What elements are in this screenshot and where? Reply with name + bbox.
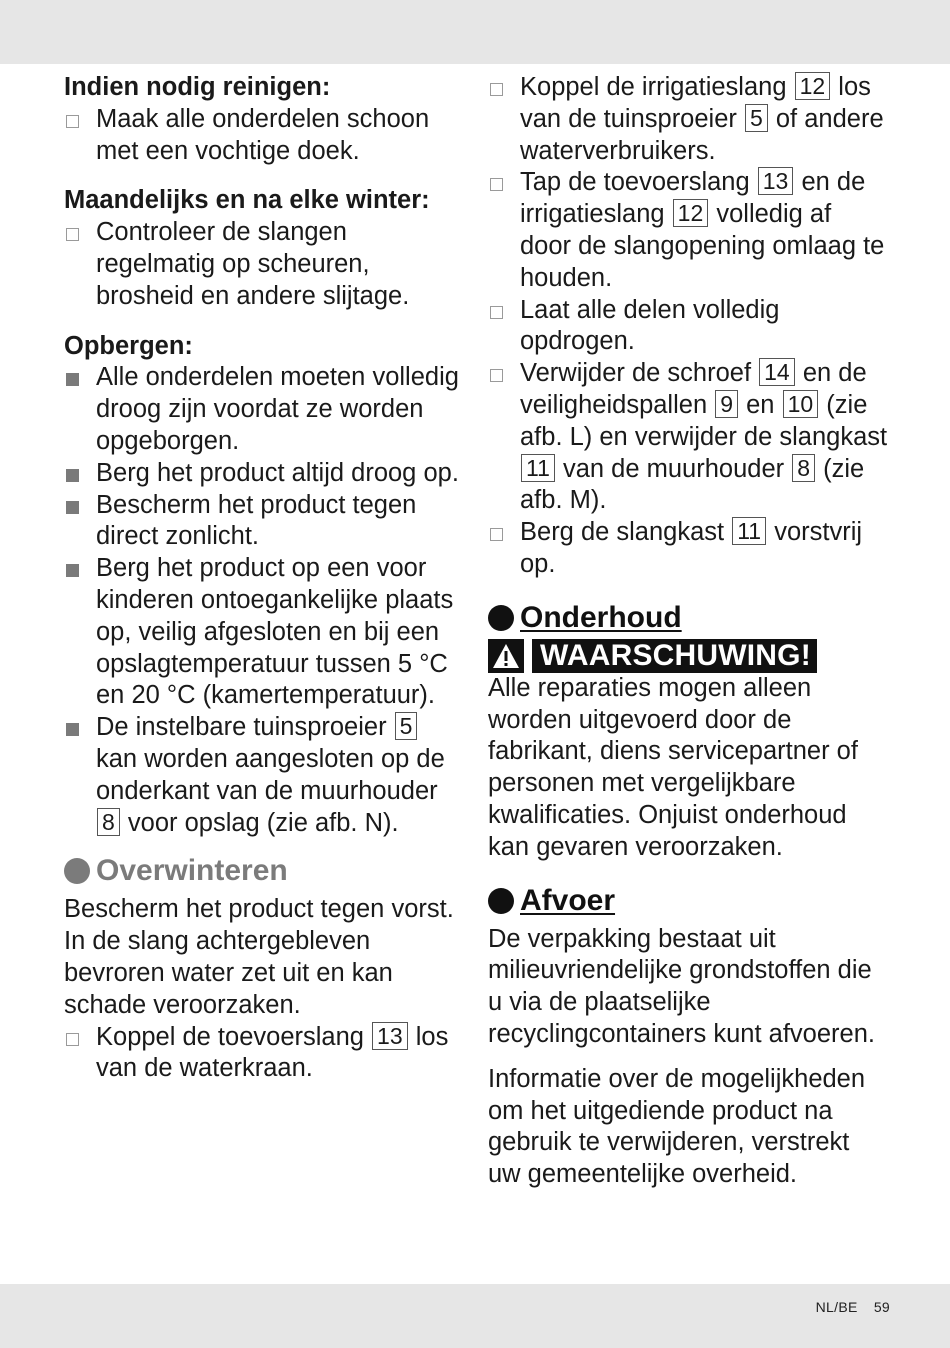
footer-locale: NL/BE [815,1299,858,1315]
checkbox-bullet-icon [490,83,503,96]
list-item-text: Controleer de slangen regelmatig op scheuren, brosheid en andere slijtage. [96,218,410,310]
list-item-text: van de muurhouder [562,454,785,483]
list-item-text: of andere waterverbruikers. [520,104,884,165]
list-item [64,553,464,712]
list-item [488,167,888,294]
section-dot-icon [488,888,514,914]
list-item-text: Maak alle onderdelen schoon met een vochtige doek. [96,104,430,165]
list-item [64,362,464,457]
list-item [488,517,888,581]
list-item-text: Berg de slangkast [520,518,725,547]
list-item-text: Verwijder de schroef [520,359,752,388]
square-bullet-icon [66,373,79,386]
list-item-text: voor opslag (zie afb. N). [127,808,399,837]
storage-heading: Opbergen: [64,331,193,360]
part-reference: 10 [783,390,819,418]
bottom-band [0,1284,950,1348]
checkbox-bullet-icon [66,115,79,128]
section-title-text: Afvoer [520,883,616,917]
list-item-text: Koppel de toevoerslang [96,1022,364,1051]
part-reference: 13 [758,167,794,195]
list-item-text: en de veiligheidspallen [520,359,867,419]
list-item-text: Berg het product op een voor kinderen ontoegankelijke plaats op, veilig afgesloten en bij een opslagtemperatuur tussen 5 °C en 20 °C (kamertemperatuur). [96,554,454,710]
page-number: 59 [873,1299,890,1315]
list-item-text: en de irrigatieslang [520,168,866,229]
list-item-text: vorstvrij op. [520,518,863,578]
square-bullet-icon [66,564,79,577]
winter-section-title [64,852,464,890]
warning-label: WAARSCHUWING! [532,639,817,673]
list-item-text: Tap de toevoerslang [520,168,750,197]
part-reference: 14 [759,358,795,386]
list-item-text: los van de waterkraan. [96,1022,449,1083]
part-reference: 11 [732,517,766,545]
left-column [64,72,464,1085]
part-reference: 9 [715,390,738,418]
list-item [64,458,464,490]
list-item [64,712,464,839]
right-column [488,72,888,1191]
checkbox-bullet-icon [490,178,503,191]
list-item [64,1022,464,1086]
list-item-text: Berg het product altijd droog op. [96,458,459,487]
top-band [0,0,950,64]
part-reference: 13 [372,1022,408,1050]
warning-triangle-icon [488,639,524,673]
part-reference: 8 [792,454,815,482]
list-item-text: Bescherm het product tegen direct zonlicht. [96,490,417,551]
list-item-text: Koppel de irrigatieslang [520,73,787,101]
square-bullet-icon [66,723,79,736]
list-item-text: (zie afb. M). [520,454,865,515]
part-reference: 12 [673,199,709,227]
list-item-text: De instelbare tuinsproeier [96,713,387,742]
checkbox-bullet-icon [66,228,79,241]
list-item [488,295,888,359]
list-item [64,217,464,312]
part-reference: 11 [521,454,555,482]
maintenance-section-title [488,599,888,637]
part-reference: 5 [745,104,768,132]
clean-heading: Indien nodig reinigen: [64,73,331,101]
section-dot-icon [488,605,514,631]
part-reference: 5 [395,712,418,740]
checkbox-bullet-icon [66,1033,79,1046]
maintenance-text: Alle reparaties mogen alleen worden uitgevoerd door de fabrikant, diens servicepartner of personen met vergelijkbare kwalificaties. Onjuist onderhoud kan gevaren veroorzaken. [488,673,858,861]
winter-text: Bescherm het product tegen vorst. In de slang achtergebleven bevroren water zet uit en kan schade veroorzaken. [64,895,454,1019]
list-item-text: los van de tuinsproeier [520,73,871,133]
section-dot-icon [64,858,90,884]
list-item-text: Alle onderdelen moeten volledig droog zijn voordat ze worden opgeborgen. [96,363,459,455]
list-item-text: Laat alle delen volledig opdrogen. [520,295,780,356]
checkbox-bullet-icon [490,306,503,319]
page-footer [804,1299,890,1315]
disposal-info-text: Informatie over de mogelijkheden om het uitgediende product na gebruik te verwijderen, verstrekt uw gemeentelijke overheid. [488,1064,866,1189]
list-item [64,104,464,168]
list-item [64,490,464,554]
list-item-text: kan worden aangesloten op de onderkant van de muurhouder [96,744,445,805]
list-item [488,358,888,517]
warning-banner [488,639,888,673]
disposal-section-title [488,882,888,920]
disposal-text: De verpakking bestaat uit milieuvriendelijke grondstoffen die u via de plaatselijke recyclingcontainers kunt afvoeren. [488,924,875,1048]
section-title-text: Onderhoud [520,600,682,634]
list-item-text: en [746,390,775,419]
list-item-text: (zie afb. L) en verwijder de slangkast [520,390,888,451]
monthly-heading: Maandelijks en na elke winter: [64,186,430,215]
list-item [488,72,888,167]
section-title-text: Overwinteren [96,854,288,888]
square-bullet-icon [66,501,79,514]
checkbox-bullet-icon [490,528,503,541]
square-bullet-icon [66,469,79,482]
checkbox-bullet-icon [490,369,503,382]
part-reference: 12 [795,72,831,100]
part-reference: 8 [97,808,120,836]
list-item-text: volledig af door de slangopening omlaag te houden. [520,200,885,292]
